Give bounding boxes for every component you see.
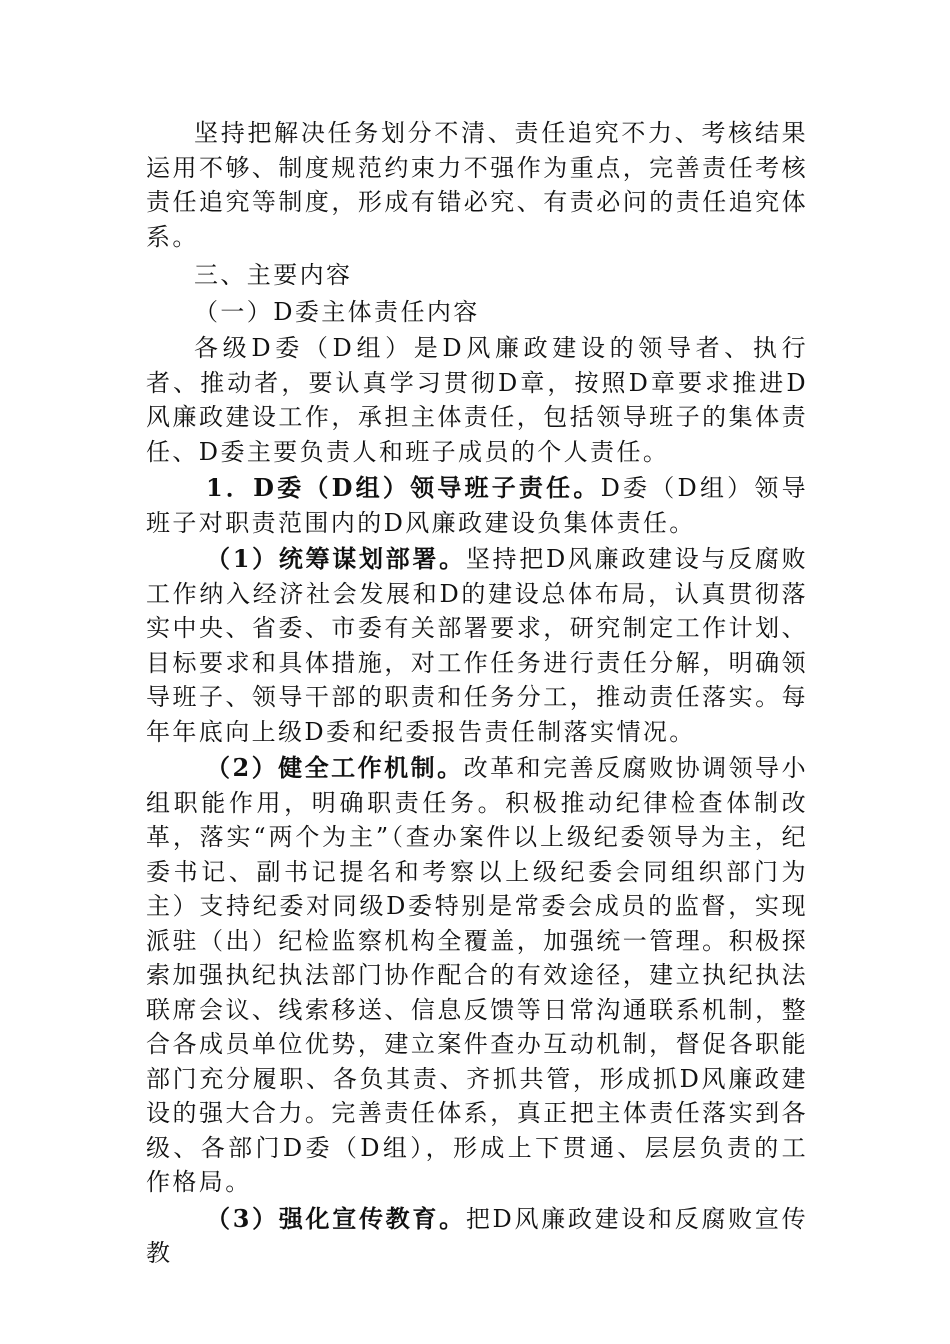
paragraph-text: 坚持把D风廉政建设与反腐败工作纳入经济社会发展和D的建设总体布局，认真贯彻落实中央、省委、市委有关部署要求，研究制定工作计划、目标要求和具体措施，对工作任务进行责任分解，明确领导班子、领导干部的职责和任务分工，推动责任落实。每年年底向上级D委和纪委报告责任制落实情况。 <box>146 545 808 746</box>
paragraph-lead-bold: 1．D委（D组）领导班子责任。 <box>206 473 601 502</box>
paragraph-party-committee-role <box>146 331 808 469</box>
paragraph-overall-planning <box>146 542 808 749</box>
paragraph-accountability-system <box>146 116 808 254</box>
paragraph-leadership-responsibility <box>146 471 808 540</box>
paragraph-lead-bold: （2）健全工作机制。 <box>206 753 464 782</box>
section-heading-main-content <box>146 258 808 293</box>
paragraph-text: 改革和完善反腐败协调领导小组职能作用，明确职责任务。积极推动纪律检查体制改革，落实“两个为主”（查办案件以上级纪委领导为主，纪委书记、副书记提名和考察以上级纪委会同组织部门为主）支持纪委对同级D委特别是常委会成员的监督，实现派驻（出）纪检监察机构全覆盖，加强统一管理。积极探索加强执纪执法部门协作配合的有效途径，建立执纪执法联席会议、线索移送、信息反馈等日常沟通联系机制，整合各成员单位优势，建立案件查办互动机制，督促各职能部门充分履职、各负其责、齐抓共管，形成抓D风廉政建设的强大合力。完善责任体系，真正把主体责任落实到各级、各部门D委（D组），形成上下贯通、层层负责的工作格局。 <box>146 754 808 1196</box>
subsection-heading-text: （一）D委主体责任内容 <box>194 297 480 326</box>
section-heading-text: 三、主要内容 <box>194 261 353 289</box>
paragraph-text: D委（D组）领导班子对职责范围内的D风廉政建设负集体责任。 <box>146 474 809 537</box>
subsection-heading-party-committee <box>146 295 808 330</box>
paragraph-text: 把D风廉政建设和反腐败宣传教 <box>146 1204 808 1267</box>
paragraph-text: 坚持把解决任务划分不清、责任追究不力、考核结果运用不够、制度规范约束力不强作为重点，完善责任考核责任追究等制度，形成有错必究、有责必问的责任追究体系。 <box>146 119 808 251</box>
document-body <box>146 116 808 1271</box>
paragraph-work-mechanism <box>146 751 808 1200</box>
paragraph-lead-bold: （1）统筹谋划部署。 <box>206 544 466 573</box>
paragraph-publicity-education <box>146 1202 808 1271</box>
paragraph-lead-bold: （3）强化宣传教育。 <box>206 1203 466 1233</box>
paragraph-text: 各级D委（D组）是D风廉政建设的领导者、执行者、推动者，要认真学习贯彻D章，按照D章要求推进D风廉政建设工作，承担主体责任，包括领导班子的集体责任、D委主要负责人和班子成员的个人责任。 <box>146 334 808 466</box>
